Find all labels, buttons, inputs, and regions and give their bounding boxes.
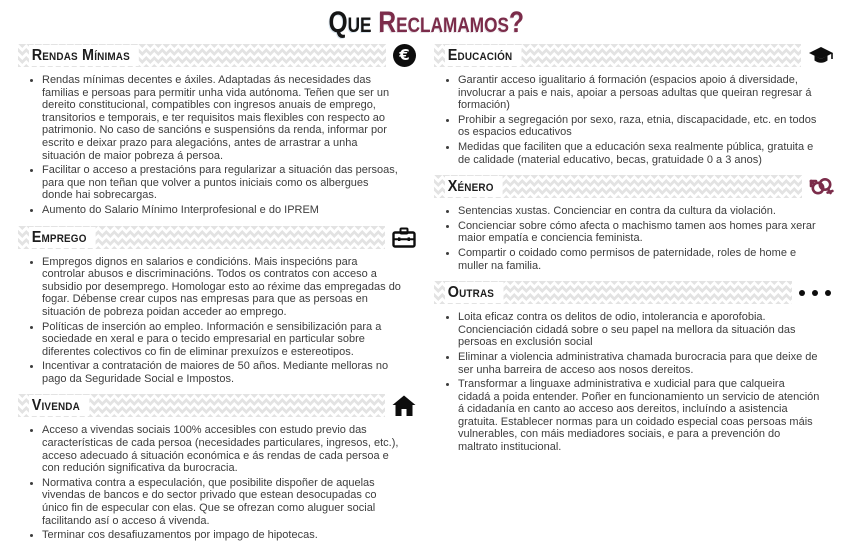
section-rendas-minimas	[18, 44, 416, 217]
bullet-item: • Incentivar a contratación de maiores de 50 años. Mediante melloras no pago da Seguridade Social e Impostos.	[42, 360, 402, 385]
bullet-list	[18, 424, 416, 541]
bullet-list	[18, 256, 416, 386]
bullet-item: • Medidas que faciliten que a educación sexa realmente pública, gratuita e de calidade (material educativo, becas, gratuidade 0 a 3 anos)	[458, 141, 820, 166]
bullet-item: • Garantir acceso igualitario á formación (espacios apoio á diversidade, involucrar a pais e nais, apoiar a persoas adultas que queiran regresar á formación)	[458, 74, 820, 112]
interlocked-gender-icon	[802, 175, 834, 198]
page-title	[18, 6, 834, 40]
bullet-item: • Rendas mínimas decentes e áxiles. Adaptadas ás necesidades das familias e persoas para permitir unha vida autónoma. Teñen que ser un dereito constitucional, compatibles con ingresos anuais de emprego, transitorios e temporais, e ter requisitos mais flexibles con respecto ao patrimonio. No caso de sancións e suspensións da renda, informar por escrito e deixar prazo para alegacións, antes de arrastrar a unha situación de maior pobreza á persoa.	[42, 74, 402, 162]
bullet-item: • Terminar cos desafiuzamentos por impago de hipotecas.	[42, 529, 402, 542]
left-column	[18, 44, 416, 551]
euro-circle-icon: €	[386, 44, 416, 67]
title-main: Reclamamos?	[378, 6, 524, 39]
section-header-band	[434, 281, 834, 304]
bullet-list	[434, 311, 834, 454]
section-title: Rendas Mínimas	[29, 45, 139, 66]
section-header-band	[18, 226, 416, 249]
ellipsis-icon	[792, 281, 834, 304]
section-educacion	[434, 44, 834, 166]
bullet-list	[434, 205, 834, 272]
section-title: Xénero	[445, 176, 503, 197]
section-title: Emprego	[29, 227, 96, 248]
bullet-item: • Aumento do Salario Mínimo Interprofesional e do IPREM	[42, 204, 402, 217]
bullet-item: • Loita eficaz contra os delitos de odio, intolerancia e aporofobia. Concienciación cidadá sobre o seu papel na mellora da situación das persoas en exclusión social	[458, 311, 820, 349]
section-xenero	[434, 175, 834, 272]
section-header-band	[434, 44, 834, 67]
bullet-item: • Acceso a vivendas sociais 100% accesibles con estudo previo das características de cada persoa (necesidades particulares, ingresos, etc.), acceso adecuado á situación económica e ás rendas de cada persoa e con redución significativa da burocracia.	[42, 424, 402, 474]
bullet-item: • Transformar a linguaxe administrativa e xudicial para que calqueira cidadá a poida entender. Poñer en funcionamiento un servicio de atención á cidadanía en canto ao acceso aos dereitos, incluíndo a asistencia gratuita. Establecer normas para un coidado especial coas persoas máis vulnerables, con máis mediadores sociais, e para a prevención do maltrato institucional.	[458, 378, 820, 454]
section-vivenda	[18, 394, 416, 541]
section-title: Outras	[445, 282, 503, 303]
section-header-band	[18, 44, 416, 67]
bullet-list	[18, 74, 416, 217]
bullet-item: • Facilitar o acceso a prestacións para regularizar a situación das persoas, para que non teñan que volver a puntos iniciais como os albergues donde hai sobrecargas.	[42, 164, 402, 202]
bullet-item: • Políticas de inserción ao empleo. Información e sensibilización para a sociedade en xeral e para o tecido empresarial en particular sobre diferentes colectivos co fin de eliminar prexuízos e estereotipos.	[42, 321, 402, 359]
bullet-item: • Compartir o coidado como permisos de paternidade, roles de home e muller na familia.	[458, 247, 820, 272]
section-header-band	[434, 175, 834, 198]
graduation-cap-icon	[801, 44, 834, 67]
bullet-item: • Prohibir a segregación por sexo, raza, etnia, discapacidade, etc. en todos os espacios educativos	[458, 114, 820, 139]
bullet-item: • Normativa contra a especulación, que posibilite dispoñer de aquelas vivendas de bancos e do sector privado que estean desocupadas co único fin de especular con elas. Que se ofrezan como aluguer social facilitando así o acceso á vivenda.	[42, 477, 402, 527]
bullet-item: • Concienciar sobre cómo afecta o machismo tamen aos homes para xerar maior empatía e conciencia feminista.	[458, 220, 820, 245]
bullet-item: • Eliminar a violencia administrativa chamada burocracia para que deixe de ser unha barreira de acceso aos nosos dereitos.	[458, 351, 820, 376]
section-emprego	[18, 226, 416, 386]
title-prefix: Que	[328, 6, 372, 39]
house-icon	[385, 394, 416, 417]
bullet-item: • Sentencias xustas. Concienciar en contra da cultura da violación.	[458, 205, 820, 218]
bullet-item: • Empregos dignos en salarios e condicións. Mais inspecións para controlar abusos e discriminacións. Todos os contratos con acceso a subsidio por desemprego. Homologar esto ao réxime das empregadas do fogar. Débense crear cupos nas empresas para que as persoas en situación de pobreza poidan acceder ao emprego.	[42, 256, 402, 319]
section-title: Educación	[445, 45, 521, 66]
section-title: Vivenda	[29, 395, 89, 416]
bullet-list	[434, 74, 834, 166]
section-header-band	[18, 394, 416, 417]
right-column	[434, 44, 834, 551]
briefcase-icon	[385, 226, 416, 249]
two-column-layout	[18, 44, 834, 551]
section-outras	[434, 281, 834, 454]
